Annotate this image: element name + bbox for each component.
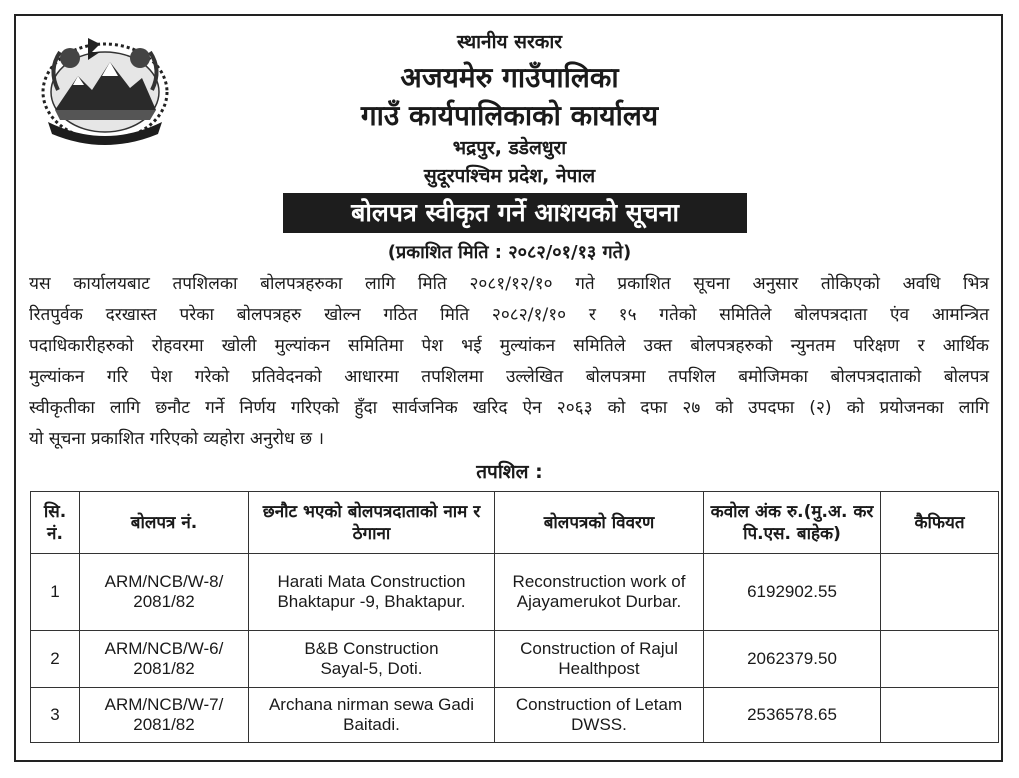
bidder-name: B&B Construction (304, 639, 439, 658)
bidder-name: Harati Mata Construction (277, 572, 466, 591)
cell-bidder (249, 554, 495, 631)
table-row (31, 631, 999, 688)
cell-bid-no: ARM/NCB/W-7/ 2081/82 (80, 688, 249, 743)
cell-sn: 3 (31, 688, 80, 743)
cell-remarks (881, 631, 999, 688)
header-line1: स्थानीय सरकार (456, 31, 563, 53)
cell-amount: 6192902.55 (704, 554, 881, 631)
header-bid-no: बोलपत्र नं. (80, 492, 249, 554)
notice-title: बोलपत्र स्वीकृत गर्ने आशयको सूचना (283, 193, 747, 233)
cell-remarks (881, 688, 999, 743)
cell-bidder (249, 631, 495, 688)
table-row (31, 688, 999, 743)
table-row (31, 554, 999, 631)
cell-bid-no: ARM/NCB/W-8/ 2081/82 (80, 554, 249, 631)
table-header-row (31, 492, 999, 554)
header-remarks: कैफियत (881, 492, 999, 554)
published-date: (प्रकाशित मिति : २०८२/०१/१३ गते) (387, 242, 632, 263)
cell-bidder (249, 688, 495, 743)
bidder-address: Sayal-5, Doti. (320, 659, 423, 678)
cell-description: Construction of Rajul Healthpost (495, 631, 704, 688)
cell-sn: 2 (31, 631, 80, 688)
address-line2: सुदूरपश्चिम प्रदेश, नेपाल (423, 165, 596, 187)
header-amount: कवोल अंक रु.(मु.अ. कर पि.एस. बाहेक) (704, 492, 881, 554)
cell-remarks (881, 554, 999, 631)
body-line: यस कार्यालयबाट तपशिलका बोलपत्रहरुका लागि मिति २०८१/१२/१० गते प्रकाशित सूचना अनुसार तोकिएको अवधि भित्र (29, 274, 989, 294)
address-line1: भद्रपुर, डडेलधुरा (452, 137, 567, 159)
header-sn: सि. नं. (31, 492, 80, 554)
office-name: गाउँ कार्यपालिकाको कार्यालय (360, 99, 659, 132)
cell-amount: 2536578.65 (704, 688, 881, 743)
header-bidder: छनौट भएको बोलपत्रदाताको नाम र ठेगाना (249, 492, 495, 554)
municipality-name: अजयमेरु गाउँपालिका (400, 61, 619, 94)
bidder-name: Archana nirman sewa Gadi (268, 695, 475, 714)
cell-sn: 1 (31, 554, 80, 631)
bidder-address: Baitadi. (343, 715, 400, 734)
body-line: मुल्यांकन गरि पेश गरेको प्रतिवेदनको आधारमा तपशिलमा उल्लेखित बोलपत्रमा तपशिल बमोजिमका बोलपत्रदाताको बोलपत्र (29, 367, 989, 387)
header-description: बोलपत्रको विवरण (495, 492, 704, 554)
body-line: रितपुर्वक दरखास्त परेका बोलपत्रहरु खोल्न गठित मिति २०८२/१/१० र १५ गतेको समितिले बोलपत्रदाता एंव आमन्त्रित (29, 305, 989, 325)
bidder-address: Bhaktapur -9, Bhaktapur. (277, 592, 466, 611)
body-line: स्वीकृतीका लागि छनौट गर्ने निर्णय गरिएको हुँदा सार्वजनिक खरिद ऐन २०६३ को दफा २७ को उपदफा (२) को प्रयोजनका लागि (29, 398, 989, 418)
bid-table (30, 491, 999, 743)
body-line: पदाधिकारीहरुको रोहवरमा खोली मुल्यांकन समितिमा पेश भई मुल्यांकन समितिले उक्त बोलपत्रहरुको न्युनतम परिक्षण र आर्थिक (29, 336, 989, 356)
cell-description: Construction of Letam DWSS. (495, 688, 704, 743)
cell-description: Reconstruction work of Ajayamerukot Durbar. (495, 554, 704, 631)
table-heading: तपशिल : (476, 461, 543, 483)
cell-amount: 2062379.50 (704, 631, 881, 688)
body-line: यो सूचना प्रकाशित गरिएको व्यहोरा अनुरोध छ । (29, 429, 325, 449)
cell-bid-no: ARM/NCB/W-6/ 2081/82 (80, 631, 249, 688)
